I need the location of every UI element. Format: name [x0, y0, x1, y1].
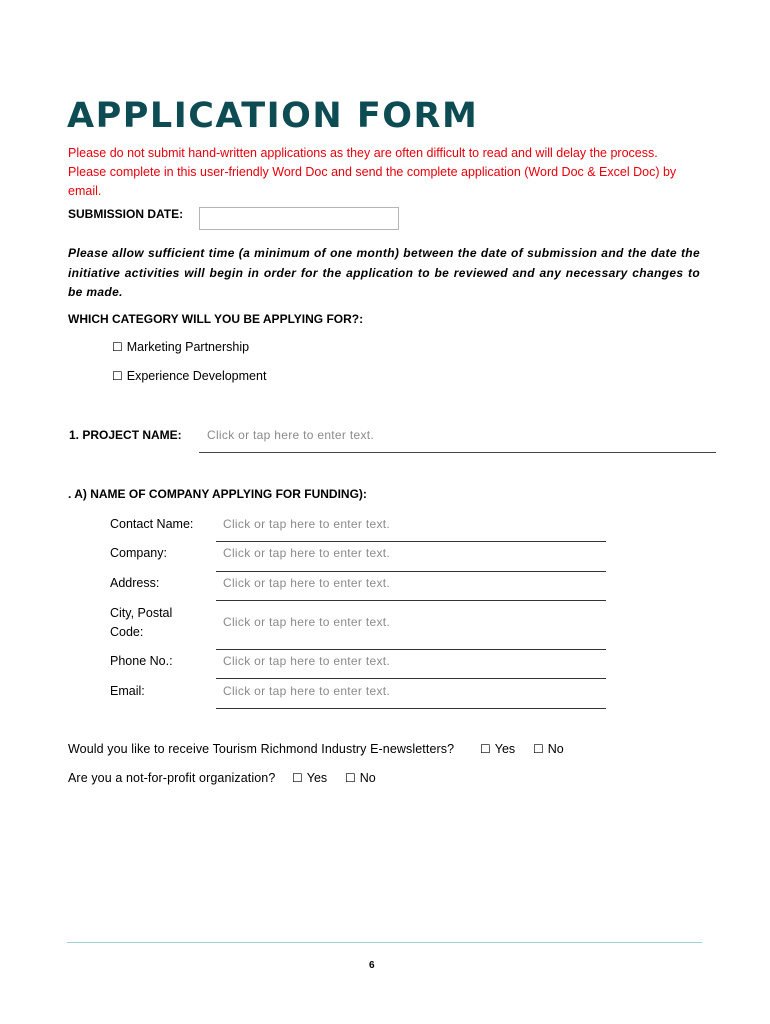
email-label: Email: [110, 684, 145, 698]
checkbox-icon[interactable]: ☐ [112, 340, 123, 354]
option-label: Experience Development [126, 369, 267, 383]
page-title: APPLICATION FORM [67, 96, 479, 136]
category-option-marketing[interactable] [112, 340, 249, 354]
address-underline [216, 600, 606, 601]
option-label: Yes [494, 742, 516, 756]
project-name-underline [199, 452, 716, 453]
option-label: No [359, 771, 376, 785]
option-label: Yes [306, 771, 328, 785]
checkbox-icon[interactable]: ☐ [292, 771, 303, 785]
phone-underline [216, 678, 606, 679]
notice-line-2: Please complete in this user-friendly Word Doc and send the complete application (Word Doc & Excel Doc) by email. [68, 165, 677, 198]
nonprofit-yes-option[interactable] [292, 771, 327, 785]
phone-input[interactable]: Click or tap here to enter text. [223, 654, 391, 668]
notice-text [68, 144, 708, 201]
nonprofit-question: Are you a not-for-profit organization? [68, 771, 276, 785]
footer-rule [67, 942, 702, 943]
submission-date-label: SUBMISSION DATE: [68, 207, 184, 221]
project-name-label: 1. PROJECT NAME: [69, 428, 182, 442]
company-input[interactable]: Click or tap here to enter text. [223, 546, 391, 560]
checkbox-icon[interactable]: ☐ [112, 369, 123, 383]
newsletter-no-option[interactable] [533, 742, 564, 756]
category-question: WHICH CATEGORY WILL YOU BE APPLYING FOR?: [68, 312, 364, 326]
email-underline [216, 708, 606, 709]
city-postal-label: City, Postal Code: [110, 606, 173, 639]
address-label: Address: [110, 576, 160, 590]
contact-name-underline [216, 541, 606, 542]
contact-name-input[interactable]: Click or tap here to enter text. [223, 517, 391, 531]
checkbox-icon[interactable]: ☐ [480, 742, 491, 756]
checkbox-icon[interactable]: ☐ [345, 771, 356, 785]
submission-date-field[interactable] [199, 207, 399, 230]
newsletter-question: Would you like to receive Tourism Richmond Industry E-newsletters? [68, 742, 455, 756]
city-postal-underline [216, 649, 606, 650]
notice-line-1: Please do not submit hand-written applications as they are often difficult to read and will delay the process. [68, 146, 658, 160]
company-label: Company: [110, 546, 167, 560]
phone-label: Phone No.: [110, 654, 173, 668]
email-input[interactable]: Click or tap here to enter text. [223, 684, 391, 698]
address-input[interactable]: Click or tap here to enter text. [223, 576, 391, 590]
category-option-experience[interactable] [112, 369, 266, 383]
newsletter-yes-option[interactable] [480, 742, 515, 756]
city-postal-input[interactable]: Click or tap here to enter text. [223, 615, 391, 629]
option-label: No [547, 742, 564, 756]
option-label: Marketing Partnership [126, 340, 250, 354]
nonprofit-no-option[interactable] [345, 771, 376, 785]
company-question: . A) NAME OF COMPANY APPLYING FOR FUNDING): [68, 487, 367, 501]
contact-name-label: Contact Name: [110, 517, 194, 531]
project-name-input[interactable]: Click or tap here to enter text. [207, 428, 375, 442]
company-underline [216, 571, 606, 572]
checkbox-icon[interactable]: ☐ [533, 742, 544, 756]
page-number: 6 [369, 960, 375, 971]
allow-time-note: Please allow sufficient time (a minimum of one month) between the date of submission and the date the initiative activities will begin in order for the application to be reviewed and any necessary changes to be made. [68, 246, 700, 299]
